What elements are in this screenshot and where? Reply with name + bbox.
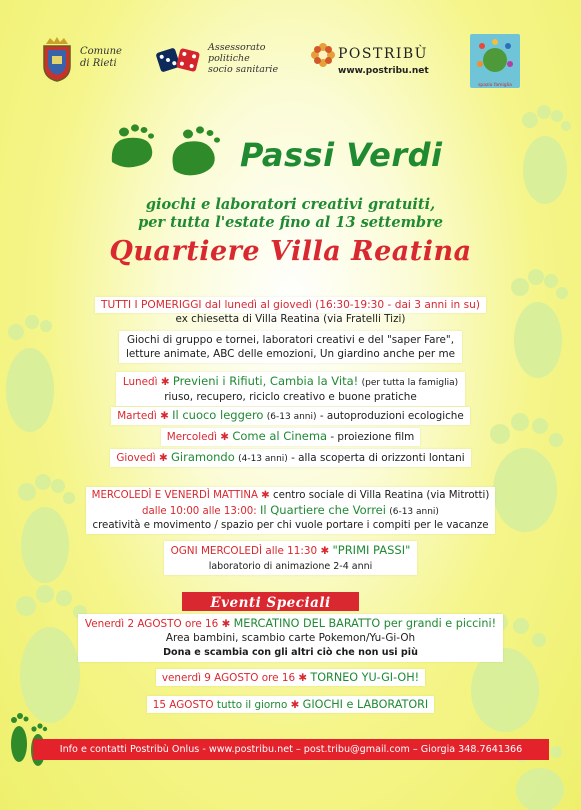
afternoon-venue: ex chiesetta di Villa Reatina (via Fratelli Tizi) [175, 313, 406, 325]
afternoon-desc-row [0, 331, 581, 363]
bg-footprint-icon [510, 100, 580, 210]
star-icon: ✱ [290, 699, 300, 711]
subtitle-line-1: giochi e laboratori creativi gratuiti, [145, 196, 436, 213]
event-2-date: venerdì 9 AGOSTO ore 16 [161, 672, 296, 684]
martedi-age: (6-13 anni) [266, 412, 317, 422]
event-1-row [0, 614, 581, 662]
lunedi-row [0, 372, 581, 406]
star-icon: ✱ [221, 618, 231, 630]
star-icon: ✱ [160, 410, 169, 422]
afternoon-heading-row [0, 297, 581, 313]
star-icon: ✱ [158, 452, 168, 464]
spazio-famiglia-label: spazio famiglia [478, 83, 512, 88]
footer-contacts: Info e contatti Postribù Onlus - www.postribu.net – post.tribu@gmail.com – Giorgia 348.7641366 [33, 739, 549, 760]
giovedi-desc: - alla scoperta di orizzonti lontani [287, 452, 465, 464]
eventi-heading: Eventi Speciali [210, 595, 331, 611]
event-2-box [156, 669, 425, 686]
lunedi-box [116, 372, 465, 406]
giovedi-activity: Giramondo [171, 450, 235, 464]
morning-age: (6-13 anni) [389, 506, 439, 517]
morning-desc: creatività e movimento / spazio per chi vuole portare i compiti per le vacanze [92, 519, 489, 531]
primi-passi-row [0, 541, 581, 575]
morning-row [0, 487, 581, 534]
event-3-box [147, 696, 434, 713]
lunedi-desc: riuso, recupero, riciclo creativo e buone pratiche [164, 390, 417, 403]
morning-time: dalle 10:00 alle 13:00: [142, 505, 257, 517]
mercoledi-row [0, 428, 581, 446]
assessorato-dice-logo-icon [156, 44, 202, 76]
subtitle-line-2: per tutta l'estate fino al 13 settembre [138, 214, 443, 231]
postribu-url: www.postribu.net [338, 66, 429, 76]
primi-passi-time: OGNI MERCOLEDÌ alle 11:30 [170, 545, 318, 557]
afternoon-desc-line-2: letture animate, ABC delle emozioni, Un giardino anche per me [125, 348, 456, 361]
martedi-desc: - autoproduzioni ecologiche [316, 410, 464, 422]
event-1-date: Venerdì 2 AGOSTO ore 16 [84, 618, 219, 630]
event-1-desc-1: Area bambini, scambio carte Pokemon/Yu-Gi-Oh [165, 632, 416, 645]
morning-activity: Il Quartiere che Vorrei [259, 502, 386, 517]
comune-label: Comune di Rieti [80, 46, 122, 69]
martedi-box [111, 407, 470, 425]
event-2-row [0, 669, 581, 686]
martedi-day: Martedì [117, 410, 157, 422]
event-3-middle: tutto il giorno [216, 699, 288, 711]
rieti-coat-of-arms-icon [40, 36, 74, 82]
event-2-title: TORNEO YU-GI-OH! [310, 671, 420, 684]
star-icon: ✱ [160, 376, 170, 388]
page-title: Passi Verdi [240, 136, 443, 174]
assessorato-label: Assessorato politiche socio sanitarie [208, 42, 279, 75]
morning-venue: centro sociale di Villa Reatina (via Mitrotti) [272, 490, 490, 501]
giovedi-day: Giovedì [116, 452, 156, 464]
giovedi-row [0, 449, 581, 467]
primi-passi-title: "PRIMI PASSI" [332, 543, 411, 557]
green-footprints-logo-icon [104, 118, 236, 182]
mercoledi-desc: - proiezione film [327, 431, 415, 443]
postribu-flower-logo-icon [310, 42, 336, 68]
morning-box [86, 487, 496, 534]
event-3-title: GIOCHI e LABORATORI [302, 698, 429, 711]
event-3-date: 15 AGOSTO [152, 699, 214, 711]
star-icon: ✱ [261, 490, 270, 501]
postribu-brand: POSTRIBÙ [338, 46, 428, 62]
bg-footprint-icon [498, 265, 578, 385]
star-icon: ✱ [320, 545, 330, 557]
morning-heading: MERCOLEDÌ E VENERDÌ MATTINA [91, 490, 258, 501]
primi-passi-box [164, 541, 418, 575]
afternoon-desc-line-1: Giochi di gruppo e tornei, laboratori creativi e del "saper Fare", [126, 334, 455, 346]
star-icon: ✱ [220, 431, 230, 443]
event-1-title: MERCATINO DEL BARATTO per grandi e piccini! [233, 617, 497, 630]
afternoon-desc [119, 331, 462, 363]
mercoledi-activity: Come al Cinema [232, 429, 328, 443]
mercoledi-box [161, 428, 421, 446]
spazio-famiglia-logo-icon [470, 34, 520, 78]
star-icon: ✱ [298, 672, 308, 684]
lunedi-note: (per tutta la famiglia) [361, 378, 459, 388]
primi-passi-desc: laboratorio di animazione 2-4 anni [208, 560, 373, 572]
giovedi-box [110, 449, 470, 467]
martedi-row [0, 407, 581, 425]
subtitle [0, 196, 581, 232]
event-3-row [0, 696, 581, 713]
giovedi-age: (4-13 anni) [238, 454, 288, 464]
lunedi-activity: Previeni i Rifiuti, Cambia la Vita! [172, 374, 359, 388]
lunedi-day: Lunedì [122, 376, 158, 388]
event-1-box [78, 614, 503, 662]
event-1-desc-2: Dona e scambia con gli altri ciò che non usi più [163, 647, 418, 659]
mercoledi-day: Mercoledì [166, 431, 217, 443]
afternoon-heading: TUTTI I POMERIGGI dal lunedì al giovedì (16:30-19:30 - dai 3 anni in su) [95, 297, 486, 313]
spazio-famiglia-logo [470, 34, 520, 88]
quartiere-heading: Quartiere Villa Reatina [109, 236, 472, 267]
eventi-banner [182, 592, 359, 611]
martedi-activity: Il cuoco leggero [172, 408, 264, 422]
